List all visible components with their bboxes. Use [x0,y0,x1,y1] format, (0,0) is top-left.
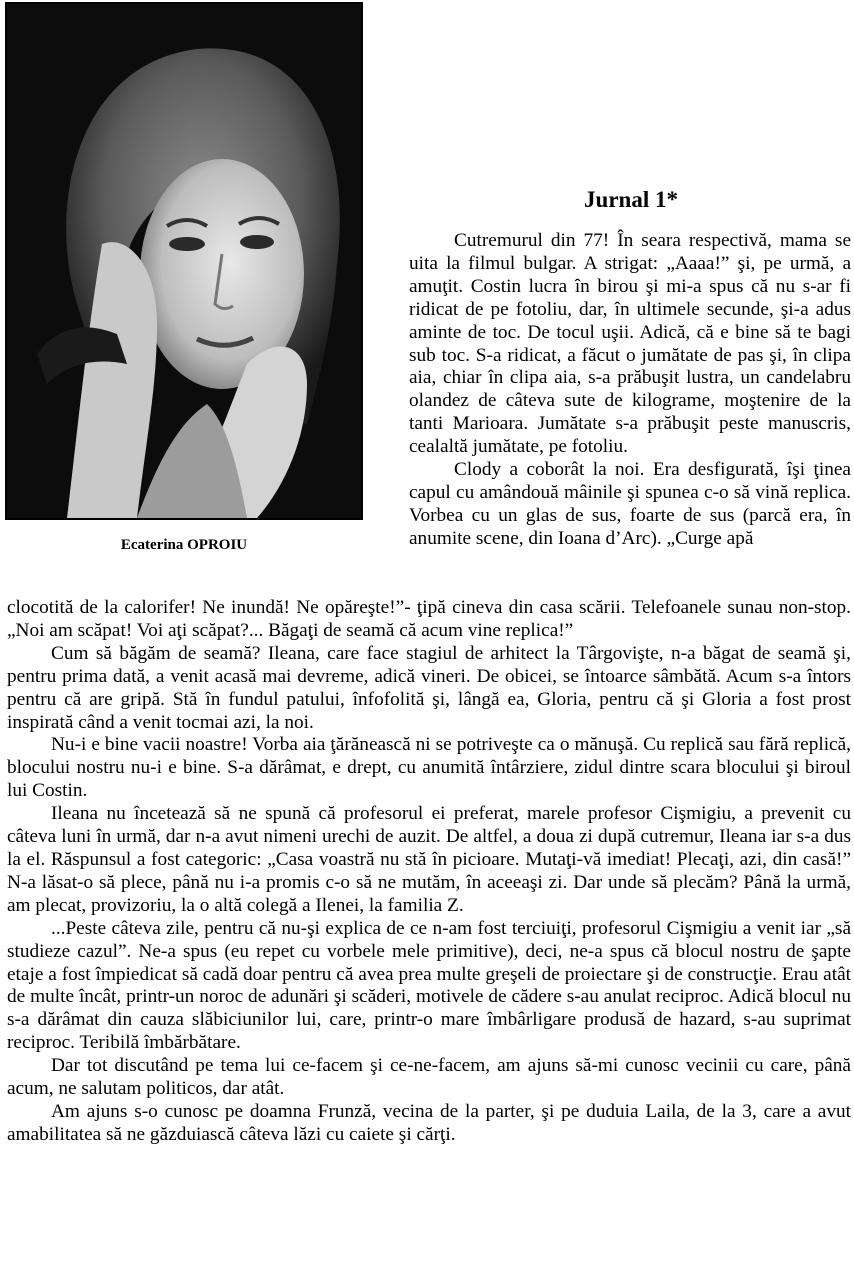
paragraph: ...Peste câteva zile, pentru că nu-şi explica de ce n-am fost terciuiţi, profesorul Cişmigiu a venit iar „să studieze cazul”. Ne-a spus (eu repet cu vorbele mele primitive), deci, ne-a spus că blocul nostru de şapte etaje a fost împiedicat să cadă doar pentru că avea prea multe greşeli de proiectare şi de construcţie. Erau atât de multe încât, printr-un noroc de adunări şi scăderi, motivele de cădere s-au anulat reciproc. Adică blocul nu s-a dărâmat din cauza slăbiciunilor lui, care, printr-o mare îmbârligare produsă de hazard, s-au suprimat reciproc. Teribilă îmbărbătare. [7,917,851,1054]
photo-caption: Ecaterina OPROIU [120,537,248,553]
full-width-text [7,597,851,1147]
author-portrait-photo [5,2,363,520]
paragraph: Dar tot discutând pe tema lui ce-facem şi ce-ne-facem, am ajuns să-mi cunosc vecinii cu care, până acum, ne salutam politicos, dar atât. [7,1055,851,1100]
article-title: Jurnal 1* [584,187,678,213]
paragraph-continuation: clocotită de la calorifer! Ne inundă! Ne opăreşte!”- ţipă cineva din casa scării. Telefoanele sunau non-stop. „Noi am scăpat! Voi aţi scăpat?... Băgaţi de seamă că acum vine replica!” [7,597,851,641]
paragraph: Nu-i e bine vacii noastre! Vorba aia ţărănească ni se potriveşte ca o mănuşă. Cu replică sau fără replică, blocului nostru nu-i e bine. S-a dărâmat, e drept, cu anumită întârziere, zidul dintre scara blocului şi biroul lui Costin. [7,734,851,802]
paragraph: Clody a coborât la noi. Era desfigurată, îşi ţinea capul cu amândouă mâinile şi spunea c-o să vină replica. Vorbea cu un glas de sus, foarte de sus (parcă era, în anumite scene, din Ioana d’Arc). „Curge apă [409,459,851,549]
paragraph: Cum să băgăm de seamă? Ileana, care face stagiul de arhitect la Târgovişte, n-a băgat de seamă şi, pentru prima dată, a venit acasă mai devreme, adică vineri. De obicei, se întoarce sâmbătă. Acum s-a întors pentru că are gripă. Stă în fundul patului, înfofolită şi, lângă ea, Gloria, pentru că şi Gloria a fost prost inspirată când a venit tocmai azi, la noi. [7,642,851,733]
right-text-column [409,230,851,551]
portrait-illustration [7,4,361,518]
paragraph: Am ajuns s-o cunosc pe doamna Frunză, vecina de la parter, şi pe duduia Laila, de la 3, care a avut amabilitatea să ne găzduiască câteva lăzi cu caiete şi cărţi. [7,1100,851,1145]
paragraph: Cutremurul din 77! În seara respectivă, mama se uita la filmul bulgar. A strigat: „Aaaa!” şi, pe urmă, a amuţit. Costin lucra în birou şi mi-a spus că nu s-ar fi ridicat de pe fotoliu, dar, în ultimele secunde, şi-a adus aminte de toc. De tocul uşii. Adică, că e bine să te bagi sub toc. S-a ridicat, a făcut o jumătate de pas şi, în clipa aia, chiar în clipa aia, s-a prăbuşit lustra, un candelabru olandez de câteva sute de kilograme, moştenire de la tanti Marioara. Jumătate s-a prăbuşit peste manuscris, cealaltă jumătate, pe fotoliu. [409,230,851,458]
paragraph: Ileana nu încetează să ne spună că profesorul ei preferat, marele profesor Cişmigiu, a prevenit cu câteva luni în urmă, dar n-a avut nimeni urechi de auzit. De altfel, a doua zi după cutremur, Ileana iar s-a dus la el. Răspunsul a fost categoric: „Casa voastră nu stă în picioare. Mutaţi-vă imediat! Plecaţi, azi, din casă!” N-a lăsat-o să plece, până nu i-a promis c-o să ne mutăm, în aceeaşi zi. Dar unde să plecăm? Până la urmă, am plecat, provizoriu, la o altă colegă a Ilenei, la familia Z. [7,803,851,916]
